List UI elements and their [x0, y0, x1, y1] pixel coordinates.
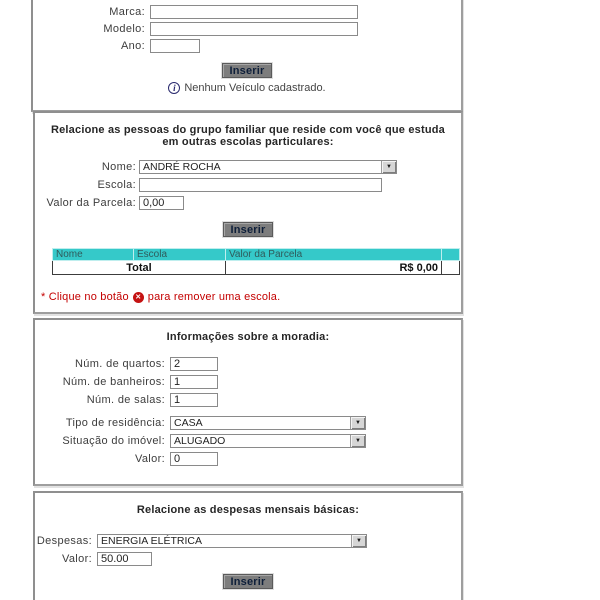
valor-despesa-label: Valor:: [61, 553, 92, 565]
valor-despesa-input[interactable]: [97, 552, 152, 566]
nome-select[interactable]: [139, 160, 397, 174]
vehicle-insert-button[interactable]: Inserir: [222, 63, 272, 78]
total-label: Total: [53, 261, 226, 275]
quartos-label: Núm. de quartos:: [75, 358, 165, 370]
field-row: [33, 3, 461, 20]
schools-section-title: Relacione as pessoas do grupo familiar que reside com você que estuda em outras escolas particulares:: [50, 124, 446, 148]
table-header-escola: Escola: [134, 249, 226, 261]
escola-label: Escola:: [97, 179, 136, 191]
situacao-imovel-select[interactable]: [170, 434, 366, 448]
field-row: [35, 194, 461, 212]
triangle-glyph: ▼: [356, 538, 362, 544]
situacao-imovel-label: Situação do imóvel:: [62, 435, 165, 447]
table-header-row: [53, 249, 460, 261]
empty-vehicle-text: Nenhum Veículo cadastrado.: [184, 82, 326, 94]
triangle-glyph: ▼: [355, 420, 361, 426]
tipo-residencia-label: Tipo de residência:: [65, 417, 165, 429]
field-row: [35, 158, 461, 176]
table-header-actions: [442, 249, 460, 261]
modelo-input[interactable]: [150, 22, 358, 36]
quartos-input[interactable]: [170, 357, 218, 371]
marca-input[interactable]: [150, 5, 358, 19]
ano-input[interactable]: [150, 39, 200, 53]
ano-label: Ano:: [120, 39, 145, 52]
salas-input[interactable]: [170, 393, 218, 407]
housing-section-title: Informações sobre a moradia:: [166, 331, 330, 343]
field-row: [35, 432, 461, 450]
field-row: [35, 550, 461, 568]
triangle-glyph: ▼: [386, 164, 392, 170]
total-value: R$ 0,00: [226, 261, 442, 275]
table-header-valor: Valor da Parcela: [226, 249, 442, 261]
field-row: [35, 373, 461, 391]
remove-school-note: [41, 291, 461, 303]
triangle-glyph: ▼: [355, 438, 361, 444]
despesas-value: ENERGIA ELÉTRICA: [101, 535, 202, 547]
field-row: [33, 37, 461, 54]
remove-x-icon: ✕: [133, 292, 144, 303]
tipo-residencia-select[interactable]: [170, 416, 366, 430]
empty-vehicle-message: [33, 82, 461, 94]
info-icon: i: [168, 82, 180, 94]
valor-parcela-label: Valor da Parcela:: [46, 197, 136, 209]
despesas-label: Despesas:: [36, 535, 92, 547]
table-header-nome: Nome: [53, 249, 134, 261]
valor-imovel-label: Valor:: [134, 453, 165, 465]
expense-insert-button[interactable]: Inserir: [223, 574, 273, 589]
valor-imovel-input[interactable]: [170, 452, 218, 466]
expenses-panel: [33, 491, 463, 600]
dropdown-arrow-icon[interactable]: [350, 435, 365, 447]
field-row: [33, 20, 461, 37]
field-row: [35, 355, 461, 373]
vehicle-panel: [31, 0, 463, 112]
nome-select-value: ANDRÉ ROCHA: [143, 161, 221, 173]
total-actions-cell: [442, 261, 460, 275]
note-suffix: para remover uma escola.: [147, 291, 281, 303]
banheiros-label: Núm. de banheiros:: [62, 376, 165, 388]
field-row: [35, 176, 461, 194]
table-total-row: [53, 261, 460, 275]
escola-input[interactable]: [139, 178, 382, 192]
schools-table: [52, 248, 460, 275]
dropdown-arrow-icon[interactable]: [351, 535, 366, 547]
dropdown-arrow-icon[interactable]: [381, 161, 396, 173]
despesas-select[interactable]: [97, 534, 367, 548]
dropdown-arrow-icon[interactable]: [350, 417, 365, 429]
school-insert-button[interactable]: Inserir: [223, 222, 273, 237]
housing-panel: [33, 318, 463, 486]
salas-label: Núm. de salas:: [86, 394, 165, 406]
situacao-imovel-value: ALUGADO: [174, 435, 226, 447]
banheiros-input[interactable]: [170, 375, 218, 389]
marca-label: Marca:: [109, 5, 145, 18]
field-row: [35, 391, 461, 409]
schools-panel: [33, 111, 463, 314]
tipo-residencia-value: CASA: [174, 417, 203, 429]
field-row: [35, 450, 461, 468]
modelo-label: Modelo:: [103, 22, 145, 35]
expenses-section-title: Relacione as despesas mensais básicas:: [136, 504, 360, 516]
valor-parcela-input[interactable]: [139, 196, 184, 210]
field-row: [35, 532, 461, 550]
note-prefix: * Clique no botão: [41, 291, 129, 303]
field-row: [35, 414, 461, 432]
nome-label: Nome:: [101, 161, 136, 173]
